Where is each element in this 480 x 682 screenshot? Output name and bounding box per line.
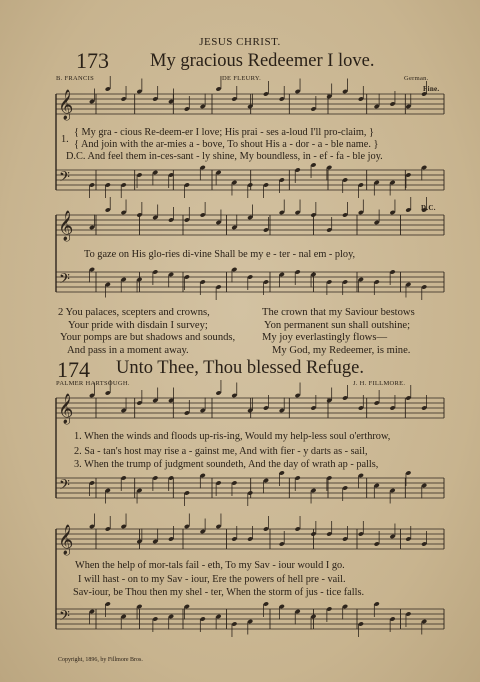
stanza-2-right: [262, 307, 415, 357]
hymn-173-system-1-treble-clef: 𝄞: [58, 90, 74, 120]
hymn-174-title: Unto Thee, Thou blessed Refuge.: [116, 358, 364, 378]
hymn-174-composer: J. H. FILLMORE.: [353, 380, 406, 387]
stanza-2-left: [58, 307, 235, 357]
hymn-173-number: 173: [76, 48, 109, 73]
hymn-174-refrain-3: Sav-iour, be Thou then my shel - ter, When the storm of jus - tice falls.: [73, 587, 365, 598]
stanza-line: 2 You palaces, scepters and crowns,: [58, 307, 210, 318]
hymn-174-verse-3: 3. When the trump of judgment soundeth, And the day of wrath ap - palls,: [74, 459, 379, 470]
hymn-174-refrain-1: When the help of mor-tals fail - eth, To my Sav - iour would I go.: [75, 560, 345, 571]
stanza-line: My God, my Redeemer, is mine.: [272, 344, 411, 356]
hymn-173-system-2-treble-clef: 𝄞: [58, 211, 74, 241]
verse-number: 1.: [61, 134, 69, 145]
hymn-173-tune: DE FLEURY.: [222, 75, 261, 82]
hymn-174-verse-1: 1. When the winds and floods up-ris-ing, Would my help-less soul o'erthrow,: [74, 431, 391, 442]
stanza-line: And pass in a moment away.: [67, 344, 189, 356]
hymn-174-system-2-bass-clef: 𝄢: [59, 608, 70, 628]
stanza-line: The crown that my Saviour bestows: [262, 307, 415, 318]
hymn-174-verse-2: 2. Sa - tan's host may rise a - gainst me, And with fier - y darts as - sail,: [74, 446, 368, 457]
hymn-173-system-1-bass-clef: 𝄢: [59, 169, 70, 189]
copyright-notice: Copyright, 1896, by Fillmore Bros.: [58, 657, 143, 663]
stanza-line: Your pride with disdain I survey;: [68, 319, 208, 331]
hymn-173-lyric-1: { My gra - cious Re-deem-er I love; His prai - ses a-loud I'll pro-claim, }: [74, 127, 374, 138]
hymn-173-author: B. FRANCIS: [56, 75, 95, 82]
hymn-174-system-2-treble-clef: 𝄞: [58, 525, 74, 555]
hymn-174-system-1-treble-clef: 𝄞: [58, 394, 74, 424]
hymn-173-lyric-4: To gaze on His glo-ries di-vine Shall be my e - ter - nal em - ploy,: [84, 249, 356, 260]
hymn-173-origin: German.: [404, 75, 429, 82]
hymn-174-system-1-bass-clef: 𝄢: [59, 477, 70, 497]
hymn-173-lyric-3: D.C. And feel them in-ces-sant - ly shine, My boundless, in - ef - fa - ble joy.: [66, 151, 383, 162]
hymn-174-refrain-2: I will hast - on to my Sav - iour, Ere the powers of hell pre - vail.: [78, 574, 346, 585]
fine-marking: Fine.: [423, 85, 440, 93]
stanza-line: My joy everlastingly flows—: [262, 332, 388, 344]
hymn-173-system-2-bass-clef: 𝄢: [59, 271, 70, 291]
hymn-173-title: My gracious Redeemer I love.: [150, 51, 375, 71]
dc-marking: D.C.: [421, 204, 436, 212]
section-header: JESUS CHRIST.: [199, 36, 281, 48]
hymn-174-number: 174: [57, 357, 90, 382]
stanza-line: Yon permanent sun shall outshine;: [264, 319, 411, 331]
hymn-174-author: PALMER HARTSOUGH.: [56, 380, 130, 387]
stanza-line: Your pomps are but shadows and sounds,: [60, 332, 236, 344]
hymn-173-lyric-2: { And join with the ar-mies a - bove, To shout His a - dor - a - ble name. }: [74, 139, 379, 150]
